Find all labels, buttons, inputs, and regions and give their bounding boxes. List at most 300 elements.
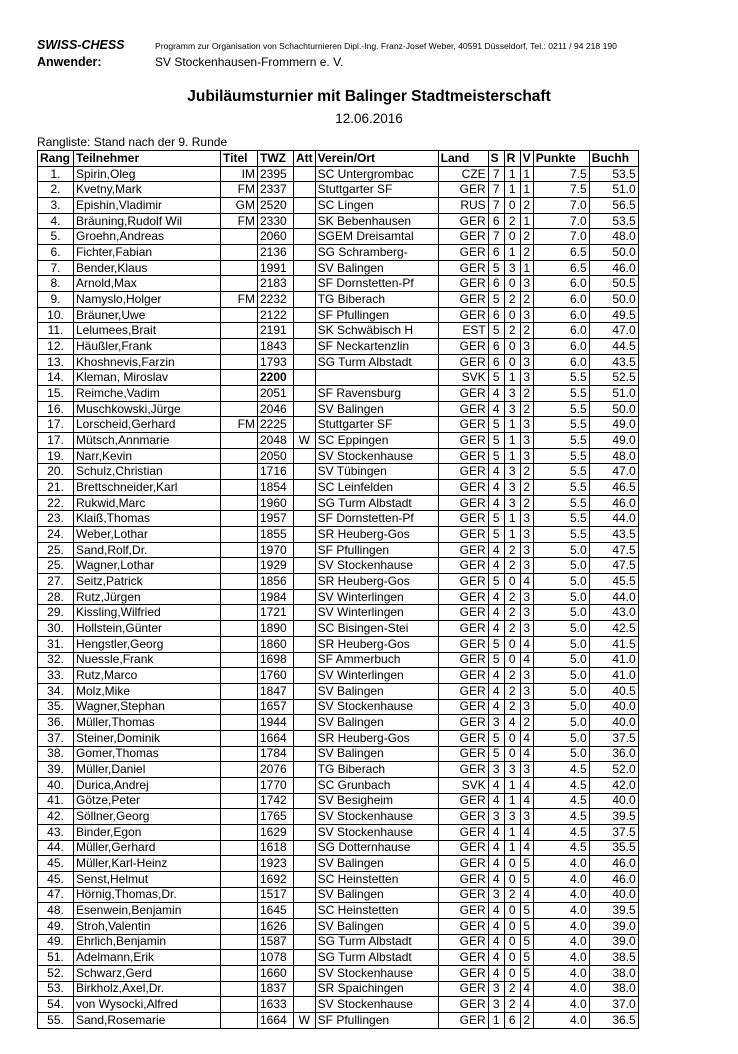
cell-att <box>294 386 316 402</box>
cell-att <box>294 245 316 261</box>
cell-rating: 1847 <box>258 683 294 699</box>
cell-country: GER <box>438 699 488 715</box>
cell-rank: 4. <box>38 213 74 229</box>
cell-losses: 4 <box>520 840 533 856</box>
cell-title <box>221 699 258 715</box>
cell-title <box>221 903 258 919</box>
table-row <box>38 464 639 480</box>
cell-rank: 37. <box>38 730 74 746</box>
cell-att: W <box>294 433 316 449</box>
cell-rating: 1716 <box>258 464 294 480</box>
cell-rank: 51. <box>38 950 74 966</box>
cell-points: 5.5 <box>533 511 589 527</box>
cell-att <box>294 746 316 762</box>
cell-wins: 3 <box>488 887 504 903</box>
table-row <box>38 965 639 981</box>
cell-draws: 2 <box>504 981 520 997</box>
cell-title: FM <box>221 292 258 308</box>
cell-club: SG Dotternhause <box>315 840 438 856</box>
col-header-losses: V <box>520 151 533 167</box>
cell-player: Rutz,Jürgen <box>74 589 221 605</box>
cell-rank: 8. <box>38 276 74 292</box>
cell-draws: 2 <box>504 542 520 558</box>
cell-draws: 0 <box>504 652 520 668</box>
cell-att <box>294 762 316 778</box>
table-row <box>38 887 639 903</box>
cell-wins: 5 <box>488 511 504 527</box>
cell-rating: 1923 <box>258 856 294 872</box>
cell-country: GER <box>438 401 488 417</box>
cell-points: 5.0 <box>533 683 589 699</box>
cell-wins: 5 <box>488 636 504 652</box>
cell-player: Stroh,Valentin <box>74 918 221 934</box>
cell-rank: 23. <box>38 511 74 527</box>
cell-title <box>221 480 258 496</box>
cell-rating: 1991 <box>258 260 294 276</box>
cell-player: Hörnig,Thomas,Dr. <box>74 887 221 903</box>
cell-title <box>221 276 258 292</box>
cell-title <box>221 715 258 731</box>
cell-points: 5.0 <box>533 589 589 605</box>
cell-points: 7.5 <box>533 166 589 182</box>
cell-club: SV Winterlingen <box>315 668 438 684</box>
cell-player: Groehn,Andreas <box>74 229 221 245</box>
cell-draws: 1 <box>504 433 520 449</box>
cell-att <box>294 323 316 339</box>
cell-rating: 2200 <box>258 370 294 386</box>
cell-title <box>221 339 258 355</box>
cell-country: GER <box>438 182 488 198</box>
cell-title: FM <box>221 417 258 433</box>
col-header-title: Titel <box>221 151 258 167</box>
cell-draws: 3 <box>504 386 520 402</box>
cell-buchholz: 43.0 <box>589 605 638 621</box>
cell-rating: 1660 <box>258 965 294 981</box>
cell-wins: 4 <box>488 934 504 950</box>
cell-country: GER <box>438 981 488 997</box>
cell-player: Rukwid,Marc <box>74 495 221 511</box>
cell-draws: 0 <box>504 354 520 370</box>
cell-draws: 1 <box>504 824 520 840</box>
cell-wins: 1 <box>488 1012 504 1028</box>
cell-title <box>221 824 258 840</box>
cell-wins: 4 <box>488 903 504 919</box>
cell-club: SF Dornstetten-Pf <box>315 511 438 527</box>
cell-title <box>221 777 258 793</box>
cell-att <box>294 934 316 950</box>
cell-buchholz: 52.0 <box>589 762 638 778</box>
table-row <box>38 292 639 308</box>
cell-wins: 3 <box>488 809 504 825</box>
cell-club: SV Stockenhause <box>315 824 438 840</box>
cell-att <box>294 527 316 543</box>
cell-losses: 3 <box>520 542 533 558</box>
table-row <box>38 574 639 590</box>
cell-player: Müller,Gerhard <box>74 840 221 856</box>
cell-buchholz: 45.5 <box>589 574 638 590</box>
cell-club: SGEM Dreisamtal <box>315 229 438 245</box>
cell-losses: 1 <box>520 166 533 182</box>
cell-player: Weber,Lothar <box>74 527 221 543</box>
cell-losses: 1 <box>520 260 533 276</box>
cell-draws: 0 <box>504 574 520 590</box>
cell-att <box>294 871 316 887</box>
cell-rating: 1629 <box>258 824 294 840</box>
cell-club: SF Ravensburg <box>315 386 438 402</box>
table-row <box>38 809 639 825</box>
cell-losses: 2 <box>520 245 533 261</box>
cell-losses: 3 <box>520 621 533 637</box>
cell-points: 5.5 <box>533 495 589 511</box>
cell-club: SV Balingen <box>315 683 438 699</box>
cell-rating: 2395 <box>258 166 294 182</box>
cell-club: SC Lingen <box>315 198 438 214</box>
cell-wins: 4 <box>488 495 504 511</box>
cell-draws: 3 <box>504 260 520 276</box>
cell-country: GER <box>438 1012 488 1028</box>
cell-club: SG Schramberg- <box>315 245 438 261</box>
cell-club: SV Tübingen <box>315 464 438 480</box>
cell-wins: 5 <box>488 260 504 276</box>
cell-rank: 1. <box>38 166 74 182</box>
cell-player: Kvetny,Mark <box>74 182 221 198</box>
cell-losses: 3 <box>520 589 533 605</box>
cell-rank: 10. <box>38 307 74 323</box>
cell-rating: 2136 <box>258 245 294 261</box>
cell-att <box>294 856 316 872</box>
cell-draws: 2 <box>504 621 520 637</box>
cell-att <box>294 730 316 746</box>
cell-att <box>294 950 316 966</box>
table-row <box>38 433 639 449</box>
cell-buchholz: 49.5 <box>589 307 638 323</box>
cell-rating: 1760 <box>258 668 294 684</box>
table-row <box>38 621 639 637</box>
program-line <box>37 38 727 55</box>
cell-draws: 1 <box>504 182 520 198</box>
cell-losses: 3 <box>520 354 533 370</box>
cell-player: Wagner,Lothar <box>74 558 221 574</box>
cell-losses: 2 <box>520 495 533 511</box>
cell-buchholz: 40.5 <box>589 683 638 699</box>
cell-losses: 5 <box>520 856 533 872</box>
cell-losses: 5 <box>520 934 533 950</box>
cell-att <box>294 997 316 1013</box>
cell-losses: 5 <box>520 965 533 981</box>
table-row <box>38 793 639 809</box>
cell-wins: 5 <box>488 292 504 308</box>
cell-points: 5.5 <box>533 527 589 543</box>
cell-buchholz: 47.5 <box>589 558 638 574</box>
cell-points: 5.5 <box>533 464 589 480</box>
cell-rating: 1837 <box>258 981 294 997</box>
cell-rating: 1742 <box>258 793 294 809</box>
cell-rating: 1944 <box>258 715 294 731</box>
cell-wins: 4 <box>488 542 504 558</box>
cell-draws: 1 <box>504 448 520 464</box>
cell-wins: 7 <box>488 182 504 198</box>
cell-draws: 3 <box>504 809 520 825</box>
cell-club: SV Balingen <box>315 746 438 762</box>
cell-wins: 4 <box>488 480 504 496</box>
table-row <box>38 918 639 934</box>
cell-buchholz: 37.5 <box>589 824 638 840</box>
cell-buchholz: 41.0 <box>589 652 638 668</box>
cell-draws: 0 <box>504 198 520 214</box>
cell-draws: 1 <box>504 511 520 527</box>
cell-club: SF Pfullingen <box>315 307 438 323</box>
cell-player: Steiner,Dominik <box>74 730 221 746</box>
cell-player: Molz,Mike <box>74 683 221 699</box>
table-row <box>38 480 639 496</box>
cell-club: SG Turm Albstadt <box>315 495 438 511</box>
cell-att <box>294 636 316 652</box>
cell-rank: 17. <box>38 417 74 433</box>
cell-att <box>294 448 316 464</box>
cell-att <box>294 401 316 417</box>
cell-rating: 1929 <box>258 558 294 574</box>
cell-country: GER <box>438 621 488 637</box>
cell-draws: 3 <box>504 480 520 496</box>
cell-points: 4.5 <box>533 777 589 793</box>
cell-rank: 28. <box>38 589 74 605</box>
cell-rank: 45. <box>38 871 74 887</box>
table-row <box>38 652 639 668</box>
cell-points: 6.0 <box>533 323 589 339</box>
cell-title <box>221 934 258 950</box>
cell-rating: 1856 <box>258 574 294 590</box>
cell-wins: 4 <box>488 605 504 621</box>
cell-title <box>221 464 258 480</box>
cell-draws: 0 <box>504 934 520 950</box>
cell-buchholz: 39.5 <box>589 903 638 919</box>
cell-country: GER <box>438 934 488 950</box>
cell-rating: 2330 <box>258 213 294 229</box>
cell-rating: 1765 <box>258 809 294 825</box>
cell-rating: 2337 <box>258 182 294 198</box>
cell-points: 5.0 <box>533 746 589 762</box>
table-row <box>38 495 639 511</box>
cell-wins: 4 <box>488 464 504 480</box>
cell-title <box>221 323 258 339</box>
cell-rating: 1854 <box>258 480 294 496</box>
col-header-player: Teilnehmer <box>74 151 221 167</box>
cell-club: SV Stockenhause <box>315 809 438 825</box>
tournament-title: Jubiläumsturnier mit Balinger Stadtmeisterschaft <box>187 88 551 105</box>
table-row <box>38 182 639 198</box>
cell-player: Kissling,Wilfried <box>74 605 221 621</box>
cell-player: Müller,Daniel <box>74 762 221 778</box>
cell-club: Stuttgarter SF <box>315 182 438 198</box>
cell-wins: 3 <box>488 997 504 1013</box>
cell-rating: 1664 <box>258 730 294 746</box>
cell-title <box>221 260 258 276</box>
col-header-rating: TWZ <box>258 151 294 167</box>
cell-country: GER <box>438 824 488 840</box>
cell-country: GER <box>438 746 488 762</box>
cell-att <box>294 699 316 715</box>
user-label: Anwender: <box>37 55 102 69</box>
cell-rank: 41. <box>38 793 74 809</box>
cell-wins: 4 <box>488 840 504 856</box>
cell-draws: 0 <box>504 636 520 652</box>
cell-att <box>294 668 316 684</box>
cell-club: SF Pfullingen <box>315 1012 438 1028</box>
cell-rating: 2122 <box>258 307 294 323</box>
cell-buchholz: 35.5 <box>589 840 638 856</box>
table-header-row <box>38 151 639 167</box>
cell-buchholz: 40.0 <box>589 887 638 903</box>
cell-att <box>294 213 316 229</box>
cell-losses: 4 <box>520 824 533 840</box>
cell-att <box>294 981 316 997</box>
table-row <box>38 401 639 417</box>
cell-att <box>294 809 316 825</box>
table-row <box>38 245 639 261</box>
cell-buchholz: 42.0 <box>589 777 638 793</box>
cell-wins: 7 <box>488 198 504 214</box>
cell-rank: 19. <box>38 448 74 464</box>
cell-points: 4.5 <box>533 840 589 856</box>
table-row <box>38 166 639 182</box>
cell-club: SV Stockenhause <box>315 699 438 715</box>
cell-draws: 0 <box>504 276 520 292</box>
cell-points: 5.0 <box>533 636 589 652</box>
cell-club: SF Neckartenzlin <box>315 339 438 355</box>
cell-points: 5.0 <box>533 652 589 668</box>
cell-buchholz: 50.0 <box>589 401 638 417</box>
table-row <box>38 307 639 323</box>
cell-wins: 6 <box>488 276 504 292</box>
cell-country: GER <box>438 433 488 449</box>
table-row <box>38 229 639 245</box>
cell-losses: 4 <box>520 887 533 903</box>
cell-wins: 5 <box>488 730 504 746</box>
cell-rank: 45. <box>38 856 74 872</box>
cell-rank: 40. <box>38 777 74 793</box>
cell-rank: 15. <box>38 386 74 402</box>
cell-att <box>294 903 316 919</box>
cell-wins: 5 <box>488 448 504 464</box>
cell-buchholz: 46.0 <box>589 871 638 887</box>
cell-country: EST <box>438 323 488 339</box>
cell-losses: 2 <box>520 386 533 402</box>
cell-country: GER <box>438 668 488 684</box>
table-row <box>38 276 639 292</box>
cell-wins: 3 <box>488 981 504 997</box>
cell-points: 6.0 <box>533 292 589 308</box>
cell-rank: 29. <box>38 605 74 621</box>
cell-title <box>221 558 258 574</box>
cell-rating: 1984 <box>258 589 294 605</box>
cell-rank: 20. <box>38 464 74 480</box>
table-row <box>38 668 639 684</box>
cell-rank: 5. <box>38 229 74 245</box>
cell-rating: 1633 <box>258 997 294 1013</box>
cell-title <box>221 354 258 370</box>
cell-title <box>221 668 258 684</box>
cell-att <box>294 652 316 668</box>
cell-buchholz: 44.0 <box>589 511 638 527</box>
cell-att <box>294 965 316 981</box>
cell-player: Khoshnevis,Farzin <box>74 354 221 370</box>
cell-rating: 2060 <box>258 229 294 245</box>
cell-country: GER <box>438 213 488 229</box>
cell-rating: 1078 <box>258 950 294 966</box>
table-row <box>38 777 639 793</box>
cell-points: 5.0 <box>533 668 589 684</box>
cell-buchholz: 40.0 <box>589 715 638 731</box>
cell-rating: 1855 <box>258 527 294 543</box>
cell-buchholz: 47.0 <box>589 464 638 480</box>
cell-player: Klaiß,Thomas <box>74 511 221 527</box>
cell-title <box>221 840 258 856</box>
cell-draws: 1 <box>504 245 520 261</box>
cell-player: Narr,Kevin <box>74 448 221 464</box>
cell-losses: 3 <box>520 558 533 574</box>
cell-buchholz: 36.5 <box>589 1012 638 1028</box>
cell-rank: 13. <box>38 354 74 370</box>
cell-att <box>294 464 316 480</box>
cell-losses: 3 <box>520 370 533 386</box>
cell-att <box>294 558 316 574</box>
cell-buchholz: 40.0 <box>589 793 638 809</box>
cell-country: GER <box>438 997 488 1013</box>
cell-buchholz: 50.5 <box>589 276 638 292</box>
cell-country: GER <box>438 762 488 778</box>
cell-club: SF Ammerbuch <box>315 652 438 668</box>
cell-country: GER <box>438 448 488 464</box>
cell-att <box>294 198 316 214</box>
cell-draws: 3 <box>504 464 520 480</box>
cell-club: SC Leinfelden <box>315 480 438 496</box>
cell-losses: 1 <box>520 213 533 229</box>
cell-wins: 5 <box>488 527 504 543</box>
cell-player: Gomer,Thomas <box>74 746 221 762</box>
cell-wins: 4 <box>488 965 504 981</box>
cell-country: GER <box>438 903 488 919</box>
cell-player: Müller,Thomas <box>74 715 221 731</box>
cell-title <box>221 245 258 261</box>
cell-losses: 3 <box>520 511 533 527</box>
cell-draws: 6 <box>504 1012 520 1028</box>
cell-losses: 4 <box>520 746 533 762</box>
cell-country: GER <box>438 871 488 887</box>
cell-att <box>294 574 316 590</box>
cell-player: Kleman, Miroslav <box>74 370 221 386</box>
col-header-draws: R <box>504 151 520 167</box>
cell-att <box>294 840 316 856</box>
cell-country: GER <box>438 887 488 903</box>
cell-rating: 2051 <box>258 386 294 402</box>
cell-title <box>221 621 258 637</box>
cell-rating: 1618 <box>258 840 294 856</box>
cell-country: GER <box>438 683 488 699</box>
cell-draws: 1 <box>504 417 520 433</box>
cell-rating: 2520 <box>258 198 294 214</box>
cell-buchholz: 48.0 <box>589 229 638 245</box>
cell-buchholz: 44.5 <box>589 339 638 355</box>
cell-buchholz: 38.0 <box>589 965 638 981</box>
cell-buchholz: 41.5 <box>589 636 638 652</box>
cell-title: IM <box>221 166 258 182</box>
table-row <box>38 323 639 339</box>
cell-player: Esenwein,Benjamin <box>74 903 221 919</box>
cell-rank: 17. <box>38 433 74 449</box>
cell-draws: 1 <box>504 840 520 856</box>
cell-draws: 2 <box>504 887 520 903</box>
cell-points: 6.0 <box>533 307 589 323</box>
